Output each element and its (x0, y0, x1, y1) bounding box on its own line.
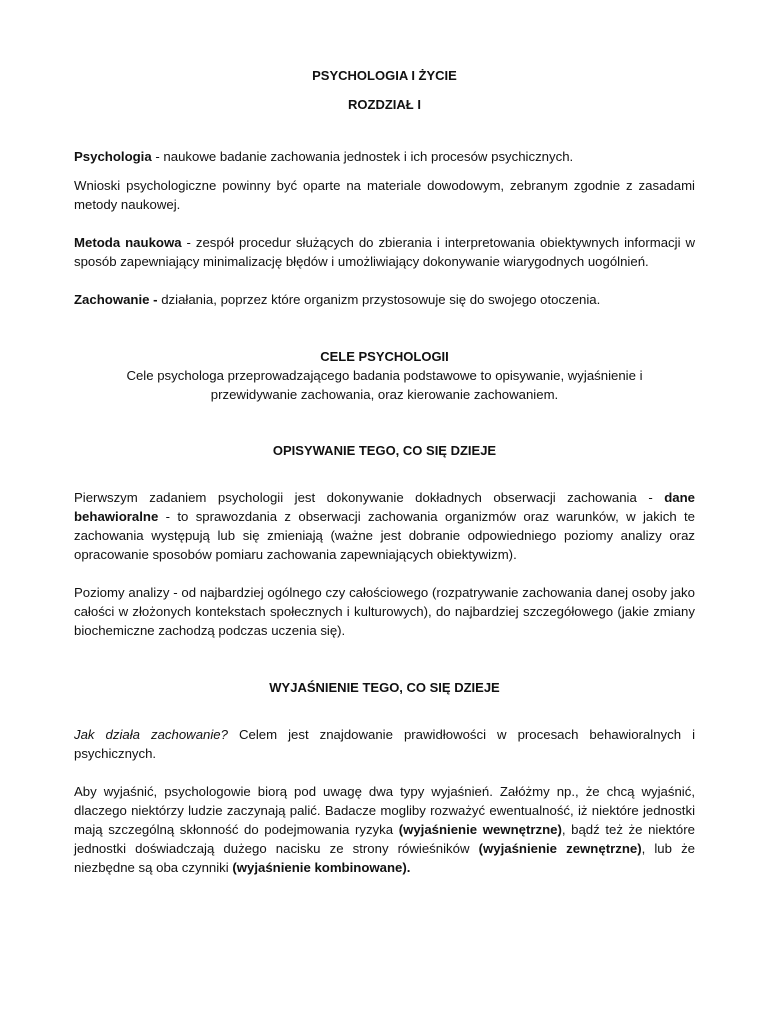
psychology-def-text: - naukowe badanie zachowania jednostek i ich procesów psychicznych. (151, 149, 574, 164)
describing-p1-end: - to sprawozdania z obserwacji zachowania organizmów oraz warunków, w jakich te zachowania występują lub się zmieniają (ważne jest dobranie odpowiedniego poziomy analizy oraz opracowanie sposobów pomiaru zachowania zapewniających obiektywizm). (74, 509, 695, 562)
method-def-text: - zespół procedur służących do zbierania i interpretowania obiektywnych informacji w sposób zapewniający minimalizację błędów i umożliwiający dokonywanie wiarygodnych uogólnień. (74, 235, 695, 269)
internal-explanation-term: (wyjaśnienie wewnętrzne) (398, 822, 562, 837)
explaining-paragraph-1 (74, 725, 695, 763)
explaining-p2-start: Aby wyjaśnić, psychologowie biorą pod uwagę dwa typy wyjaśnień. Załóżmy np., że chcą wyjaśnić, dlaczego niektórzy ludzie zaczynają palić. Badacze mogliby rozważyć ewentualność, iż niektóre jednostki mają szczególną skłonność do podejmowania ryzyka (74, 784, 695, 837)
explaining-heading: WYJAŚNIENIE TEGO, CO SIĘ DZIEJE (269, 680, 500, 695)
explaining-question: Jak działa zachowanie? (74, 727, 228, 742)
describing-paragraph-1 (74, 488, 695, 564)
explaining-p2-mid2: , lub że niezbędne są oba czynniki (74, 841, 696, 875)
behavior-term: Zachowanie - (74, 292, 158, 307)
explaining-p1-rest: Celem jest znajdowanie prawidłowości w procesach behawioralnych i psychicznych. (74, 727, 695, 761)
method-term: Metoda naukowa (74, 235, 182, 250)
goals-heading: CELE PSYCHOLOGII (320, 349, 449, 364)
psychology-definition (74, 147, 695, 166)
goals-text: Cele psychologa przeprowadzającego badania podstawowe to opisywanie, wyjaśnienie i przewidywanie zachowania, oraz kierowanie zachowaniem. (126, 368, 643, 402)
external-explanation-term: (wyjaśnienie zewnętrzne) (478, 841, 642, 856)
behavior-def-text: działania, poprzez które organizm przystosowuje się do swojego otoczenia. (157, 292, 601, 307)
describing-p1-start: Pierwszym zadaniem psychologii jest dokonywanie dokładnych obserwacji zachowania - (74, 490, 665, 505)
document-title: PSYCHOLOGIA I ŻYCIE (312, 68, 457, 83)
psychology-term: Psychologia (74, 149, 152, 164)
combined-explanation-term: (wyjaśnienie kombinowane). (232, 860, 411, 875)
document-page (74, 66, 695, 877)
explaining-p2-mid1: , bądź też że niektóre jednostki doświadczają dużego nacisku ze strony rówieśników (74, 822, 695, 856)
conclusions-paragraph: Wnioski psychologiczne powinny być oparte na materiale dowodowym, zebranym zgodnie z zasadami metody naukowej. (74, 178, 695, 212)
behavioral-data-term: dane behawioralne (74, 490, 695, 524)
explaining-paragraph-2 (74, 782, 695, 877)
method-definition (74, 233, 695, 271)
behavior-definition (74, 290, 695, 309)
describing-heading: OPISYWANIE TEGO, CO SIĘ DZIEJE (272, 443, 497, 458)
chapter-heading: ROZDZIAŁ I (348, 97, 421, 112)
describing-paragraph-2: Poziomy analizy - od najbardziej ogólnego czy całościowego (rozpatrywanie zachowania danej osoby jako całości w złożonych kontekstach społecznych i kulturowych), do najbardziej szczegółowego (jakie zmiany biochemiczne zachodzą podczas uczenia się). (74, 585, 695, 638)
